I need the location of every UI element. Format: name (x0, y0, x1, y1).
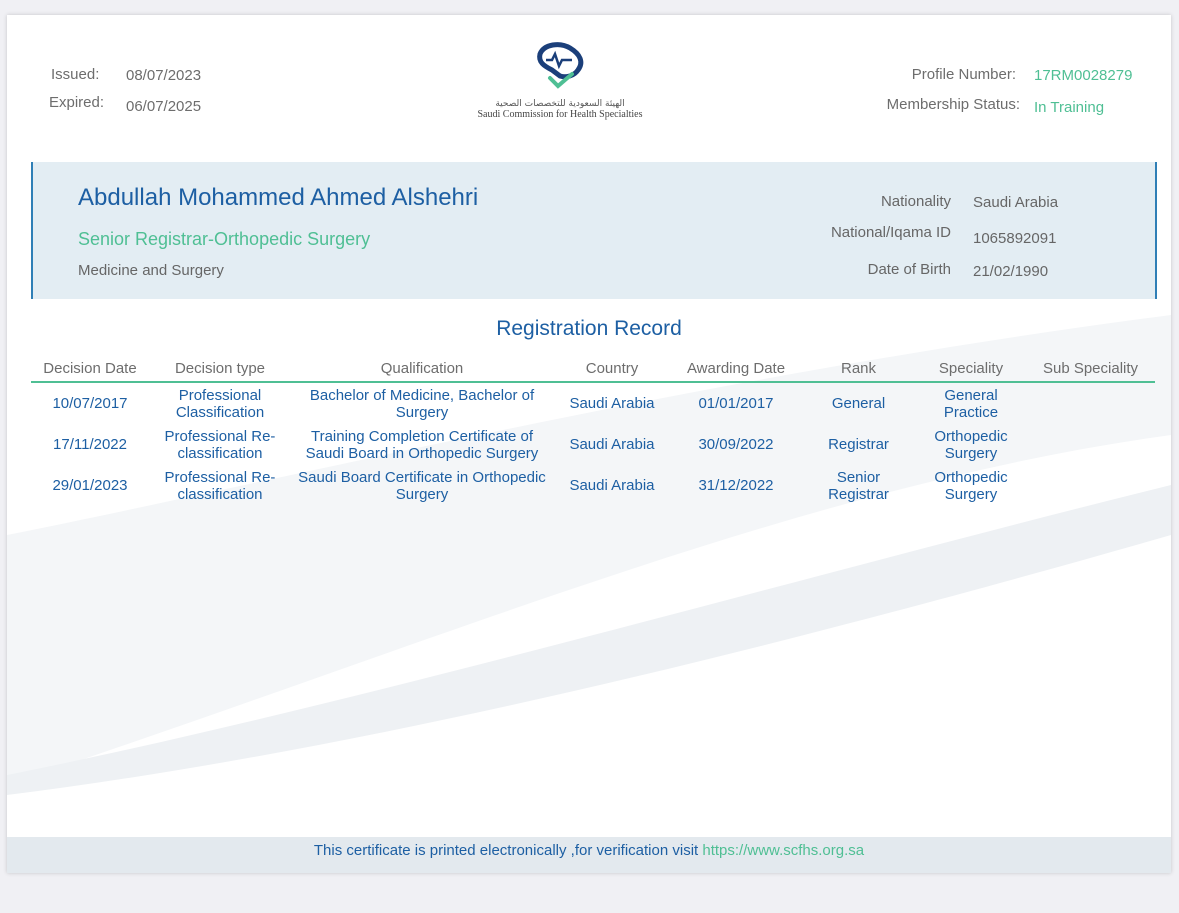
expired-label: Expired: (49, 94, 105, 111)
col-decision-date: Decision Date (31, 356, 149, 382)
logo-arabic-name: الهيئة السعودية للتخصصات الصحية (495, 99, 625, 109)
dob-label: Date of Birth (867, 261, 951, 278)
issued-value: 08/07/2023 (126, 67, 202, 84)
cell-rank: General (831, 395, 886, 412)
cell-decision-type: Professional Classification (175, 386, 265, 421)
col-speciality: Speciality (916, 356, 1026, 382)
membership-status-label: Membership Status: (886, 96, 1020, 113)
cell-qualification: Training Completion Certificate of Saudi Board in Orthopedic Surgery (305, 427, 539, 462)
cell-awarding-date: 01/01/2017 (698, 395, 774, 412)
col-decision-type: Decision type (149, 356, 291, 382)
person-name: Abdullah Mohammed Ahmed Alshehri (78, 184, 479, 211)
profile-number-label: Profile Number: (911, 66, 1016, 83)
registration-record-title: Registration Record (496, 317, 682, 340)
cell-speciality: Orthopedic Surgery (934, 468, 1008, 503)
col-rank: Rank (801, 356, 916, 382)
cell-country: Saudi Arabia (569, 436, 655, 453)
table-row (31, 424, 1155, 465)
membership-status-value: In Training (1034, 99, 1105, 116)
person-panel (31, 162, 1157, 299)
table-row (31, 465, 1155, 506)
cell-qualification: Bachelor of Medicine, Bachelor of Surgery (309, 386, 535, 421)
cell-awarding-date: 31/12/2022 (698, 477, 774, 494)
cell-sub-speciality (1026, 382, 1155, 424)
registration-table (31, 356, 1155, 506)
col-awarding-date: Awarding Date (671, 356, 801, 382)
nationality-value: Saudi Arabia (973, 194, 1059, 211)
cell-awarding-date: 30/09/2022 (698, 436, 774, 453)
cell-decision-date: 17/11/2022 (53, 436, 127, 453)
cell-rank: Registrar (828, 436, 889, 453)
cell-country: Saudi Arabia (569, 477, 655, 494)
cell-sub-speciality (1026, 465, 1155, 506)
col-country: Country (553, 356, 671, 382)
cell-speciality: Orthopedic Surgery (934, 427, 1008, 462)
table-header-row (31, 356, 1155, 382)
cell-qualification: Saudi Board Certificate in Orthopedic Surgery (298, 468, 546, 503)
person-field: Medicine and Surgery (78, 262, 224, 279)
national-id-label: National/Iqama ID (830, 224, 951, 241)
col-qualification: Qualification (291, 356, 553, 382)
cell-rank: Senior Registrar (828, 468, 889, 503)
cell-speciality: General Practice (943, 386, 999, 421)
issued-label: Issued: (51, 66, 100, 83)
verification-link[interactable]: https://www.scfhs.org.sa (702, 842, 865, 859)
logo-english-name: Saudi Commission for Health Specialties (477, 109, 643, 120)
table-row (31, 382, 1155, 424)
col-sub-speciality: Sub Speciality (1026, 356, 1155, 382)
verification-footer (7, 837, 1171, 873)
cell-sub-speciality (1026, 424, 1155, 465)
cell-decision-date: 29/01/2023 (52, 477, 128, 494)
person-title: Senior Registrar-Orthopedic Surgery (78, 229, 371, 249)
expired-value: 06/07/2025 (126, 98, 202, 115)
national-id-value: 1065892091 (973, 230, 1057, 247)
nationality-label: Nationality (880, 193, 951, 210)
dob-value: 21/02/1990 (973, 263, 1049, 280)
scfhs-logo (465, 40, 655, 120)
certificate (7, 15, 1171, 873)
cell-decision-type: Professional Re-classification (164, 427, 276, 462)
footer-text: This certificate is printed electronically ,for verification visit (313, 842, 703, 859)
cell-decision-type: Professional Re-classification (164, 468, 276, 503)
logo-icon (530, 40, 590, 92)
profile-number-value: 17RM0028279 (1034, 67, 1133, 84)
cell-decision-date: 10/07/2017 (52, 395, 128, 412)
cell-country: Saudi Arabia (569, 395, 655, 412)
